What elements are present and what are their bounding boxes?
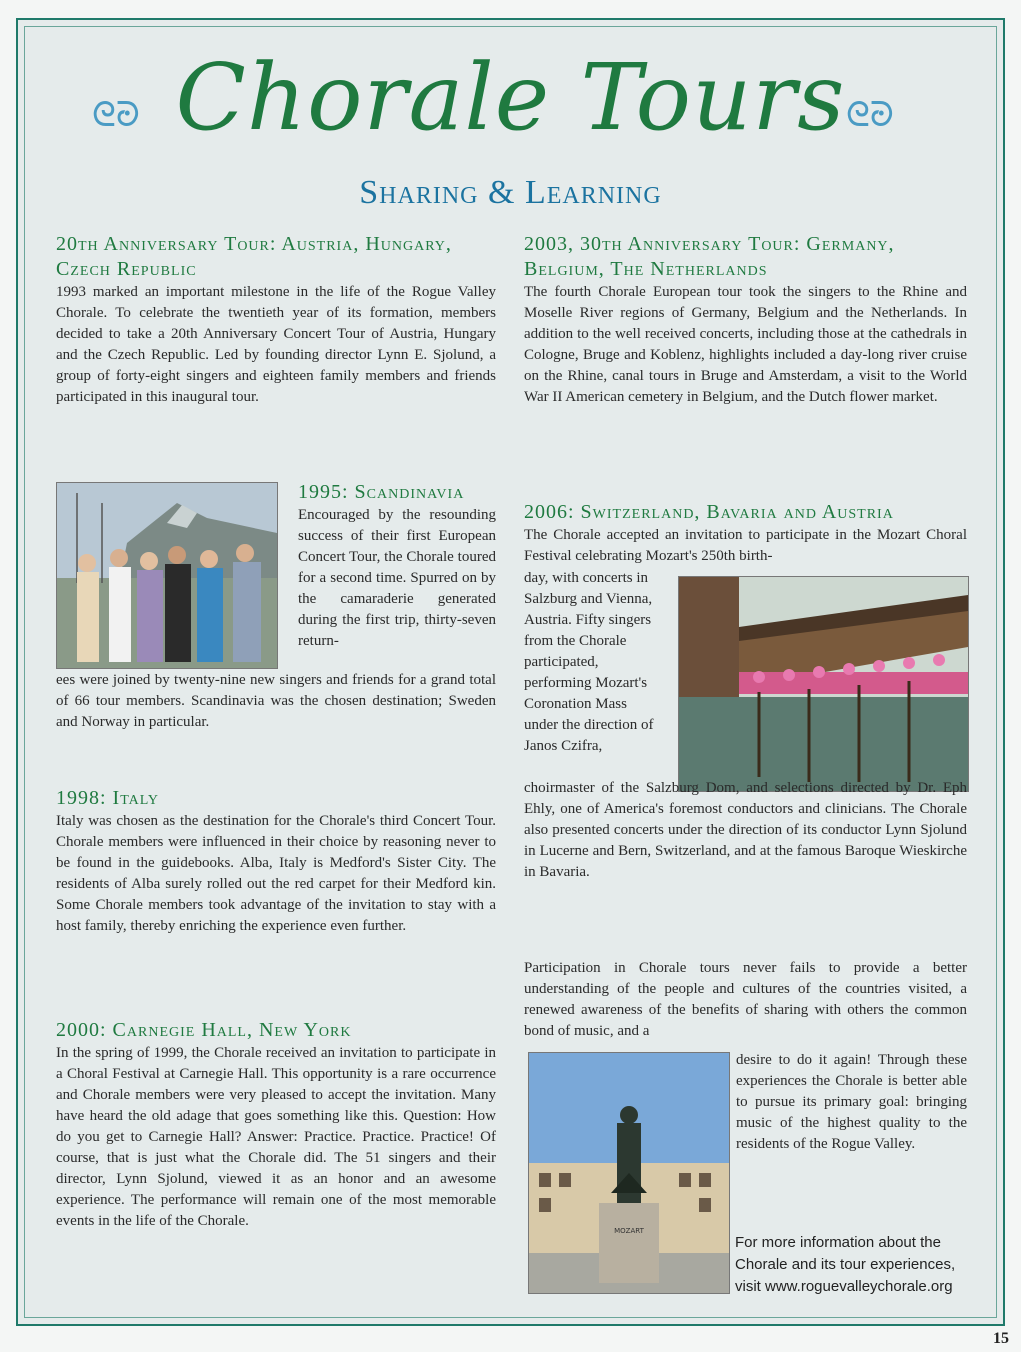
left-swirl-ornament-icon: ᘓᘒ	[92, 95, 140, 135]
statue-plaque: MOZART	[614, 1227, 644, 1235]
section-body: Participation in Chorale tours never fails to provide a better understanding of the people and cultures of the countries visited, a renewed awareness of the benefits of sharing with others the common bond of music, and a	[524, 960, 967, 1039]
section-body: Encouraged by the resounding success of their first European Concert Tour, the Chorale toured for a second time. Spurred on by the camaraderie generated during the first trip, thirty-seven return-	[298, 507, 496, 649]
section-heading: 2006: Switzerland, Bavaria and Austria	[524, 501, 894, 523]
section-1995-continued	[56, 670, 496, 733]
section-heading: 1998: Italy	[56, 787, 160, 809]
right-column	[524, 232, 967, 1302]
scandinavia-group-photo	[56, 482, 278, 669]
section-body: The Chorale accepted an invitation to participate in the Mozart Choral Festival celebrating Mozart's 250th birth-	[524, 527, 967, 564]
section-2006-narrow	[524, 568, 660, 757]
section-heading: 2000: Carnegie Hall, New York	[56, 1019, 352, 1041]
section-2000	[56, 1018, 496, 1232]
page-number: 15	[993, 1330, 1009, 1347]
section-body: ees were joined by twenty-nine new singers and friends for a grand total of 66 tour members. Scandinavia was the chosen destination; Sweden and Norway in particular.	[56, 672, 496, 730]
section-1998	[56, 786, 496, 937]
section-body: In the spring of 1999, the Chorale received an invitation to participate in a Choral Festival at Carnegie Hall. This opportunity is a rare occurrence and Chorale members were very pleased to accept the invitation. Many have heard the old adage that goes something like this. Question: How do you get to Carnegie Hall? Answer: Practice. Practice. Practice! Of course, that is just what the Chorale did. The 51 singers and their director, Lynn Sjolund, viewed it as an honor and an awesome experience. The performance will remain one of the most memorable events in the life of the Chorale.	[56, 1045, 496, 1229]
page-subtitle: Sharing & Learning	[359, 174, 662, 211]
section-closing	[524, 958, 967, 1042]
section-closing-narrow	[736, 1050, 967, 1155]
section-body: day, with concerts in Salzburg and Vienna, Austria. Fifty singers from the Chorale participated, performing Mozart's Coronation Mass under the direction of Janos Czifra,	[524, 570, 654, 754]
left-column	[56, 232, 496, 1302]
section-2006	[524, 500, 967, 567]
right-swirl-ornament-icon: ᘓᘒ	[846, 95, 894, 135]
chapel-bridge-photo	[678, 576, 969, 792]
section-body: choirmaster of the Salzburg Dom, and selections directed by Dr. Eph Ehly, one of America's foremost conductors and clinicians. The Chorale also presented concerts under the direction of its conductor Lynn Sjolund in Lucerne and Bern, Switzerland, and at the famous Baroque Wieskirche in Bavaria.	[524, 780, 967, 880]
section-body: The fourth Chorale European tour took the singers to the Rhine and Moselle River regions of Germany, Belgium and the Netherlands. In addition to the well received concerts, including those at the cathedrals in Cologne, Bruge and Koblenz, highlights included a day-long river cruise on the Rhine, canal tours in Bruge and Amsterdam, a visit to the World War II American cemetery in Belgium, and the Dutch flower market.	[524, 284, 967, 405]
more-info-note: For more information about the Chorale and its tour experiences, visit www.roguevalleychorale.org	[735, 1234, 956, 1295]
section-body: 1993 marked an important milestone in the life of the Rogue Valley Chorale. To celebrate the twentieth year of its formation, members decided to take a 20th Anniversary Concert Tour of Austria, Hungary and the Czech Republic. Led by founding director Lynn E. Sjolund, a group of forty-eight singers and eighteen family members and friends participated in this inaugural tour.	[56, 284, 496, 405]
section-heading: 2003, 30th Anniversary Tour: Germany, Belgium, The Netherlands	[524, 233, 895, 280]
page-title: Chorale Tours	[175, 44, 846, 151]
section-heading: 1995: Scandinavia	[298, 481, 465, 503]
section-1995	[298, 480, 496, 652]
mozart-statue-photo	[528, 1052, 730, 1294]
section-heading: 20th Anniversary Tour: Austria, Hungary, Czech Republic	[56, 233, 452, 280]
section-2003	[524, 232, 967, 408]
section-body: desire to do it again! Through these experiences the Chorale is better able to pursue its primary goal: bringing music of the highest quality to the residents of the Rogue Valley.	[736, 1052, 967, 1152]
section-2006-continued	[524, 778, 967, 883]
section-body: Italy was chosen as the destination for the Chorale's third Concert Tour. Chorale members were influenced in their choice by reasoning never to be found in the guidebooks. Alba, Italy is Medford's Sister City. The residents of Alba surely rolled out the red carpet for their Medford kin. Some Chorale members took advantage of the invitation to stay with a host family, thereby enriching the experience even further.	[56, 813, 496, 934]
section-1993	[56, 232, 496, 408]
